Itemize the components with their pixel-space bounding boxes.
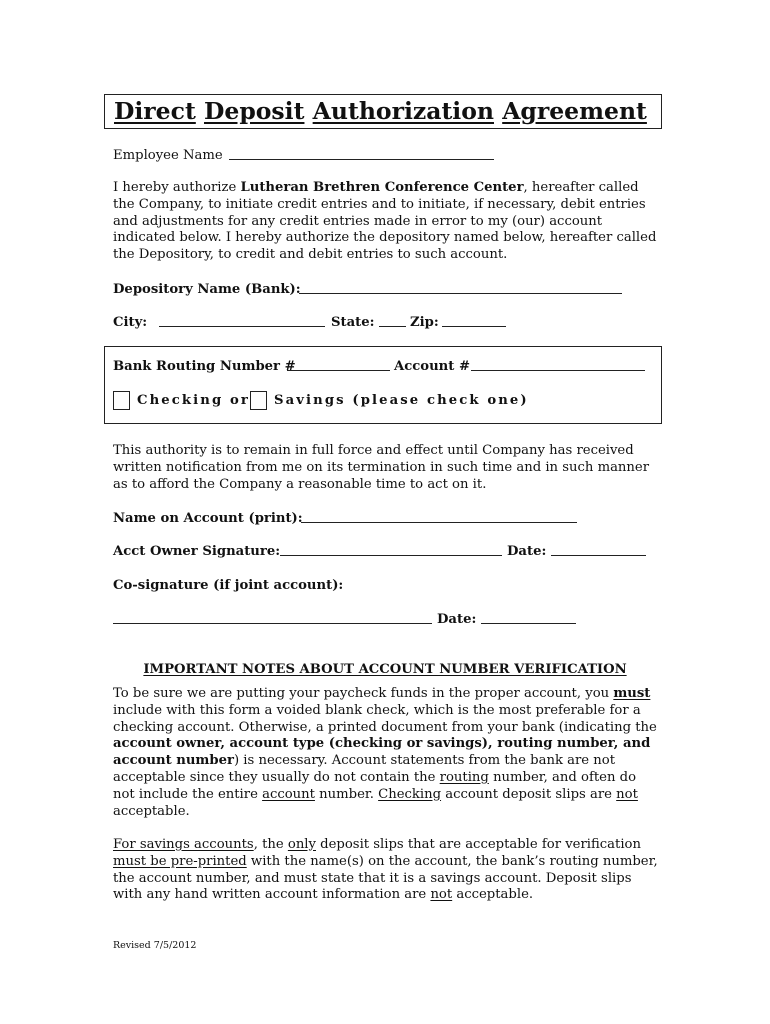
- state-field[interactable]: [379, 326, 406, 327]
- savings-label: Savings (please check one): [274, 393, 529, 408]
- city-label: City:: [113, 315, 148, 330]
- title-word: Direct: [114, 97, 196, 125]
- checking-checkbox[interactable]: [113, 391, 130, 410]
- date-label: Date:: [507, 544, 547, 559]
- employee-name-label: Employee Name: [113, 148, 223, 163]
- cosignature-label: Co-signature (if joint account):: [113, 578, 344, 593]
- date-field[interactable]: [551, 555, 646, 556]
- cosignature-date-label: Date:: [437, 612, 477, 627]
- zip-label: Zip:: [410, 315, 439, 330]
- depository-name-field[interactable]: [299, 293, 622, 294]
- routing-number-field[interactable]: [287, 370, 390, 371]
- city-field[interactable]: [159, 326, 325, 327]
- page-title: [114, 96, 647, 126]
- cosignature-date-field[interactable]: [481, 623, 576, 624]
- employee-name-field[interactable]: [229, 159, 494, 160]
- notes-paragraph-2: For savings accounts, the only deposit slips that are acceptable for verification must be pre-printed with the name(s) on the account, the bank’s routing number, the account number, and must state that it is a savings account. Deposit slips with any hand written account information are not acceptable.: [113, 837, 658, 903]
- name-on-account-field[interactable]: [301, 522, 577, 523]
- state-label: State:: [331, 315, 375, 330]
- checking-label: Checking or: [137, 393, 250, 408]
- owner-signature-field[interactable]: [280, 555, 502, 556]
- notes-paragraph-1: To be sure we are putting your paycheck funds in the proper account, you must include with this form a voided blank check, which is the most preferable for a checking account. Otherwise, a printed document from your bank (indicating the account owner, account type (checking or savings), routing number, and account number) is necessary. Account statements from the bank are not acceptable since they usually do not contain the routing number, and often do not include the entire account number. Checking account deposit slips are not acceptable.: [113, 686, 657, 819]
- account-number-field[interactable]: [471, 370, 645, 371]
- title-word: Deposit: [204, 97, 305, 125]
- title-word: Authorization: [312, 97, 494, 125]
- cosignature-field[interactable]: [113, 623, 432, 624]
- title-box: [104, 94, 662, 129]
- routing-number-label: Bank Routing Number #: [113, 359, 296, 374]
- revision-date: Revised 7/5/2012: [113, 940, 197, 951]
- company-name: Lutheran Brethren Conference Center: [240, 180, 524, 195]
- authority-paragraph: This authority is to remain in full force and effect until Company has received written notification from me on its termination in such time and in such manner as to afford the Company a reasonable time to act on it.: [113, 443, 650, 492]
- depository-name-label: Depository Name (Bank):: [113, 282, 301, 297]
- zip-field[interactable]: [442, 326, 506, 327]
- owner-signature-label: Acct Owner Signature:: [113, 544, 281, 559]
- intro-paragraph: I hereby authorize Lutheran Brethren Conference Center, hereafter called the Company, to initiate credit entries and to initiate, if necessary, debit entries and adjustments for any credit entries made in error to my (our) account indicated below. I hereby authorize the depository named below, hereafter called the Depository, to credit and debit entries to such account.: [113, 180, 657, 263]
- notes-heading: IMPORTANT NOTES ABOUT ACCOUNT NUMBER VERIFICATION: [143, 662, 627, 677]
- name-on-account-label: Name on Account (print):: [113, 511, 303, 526]
- savings-checkbox[interactable]: [250, 391, 267, 410]
- account-number-label: Account #: [394, 359, 470, 374]
- title-word: Agreement: [502, 97, 647, 125]
